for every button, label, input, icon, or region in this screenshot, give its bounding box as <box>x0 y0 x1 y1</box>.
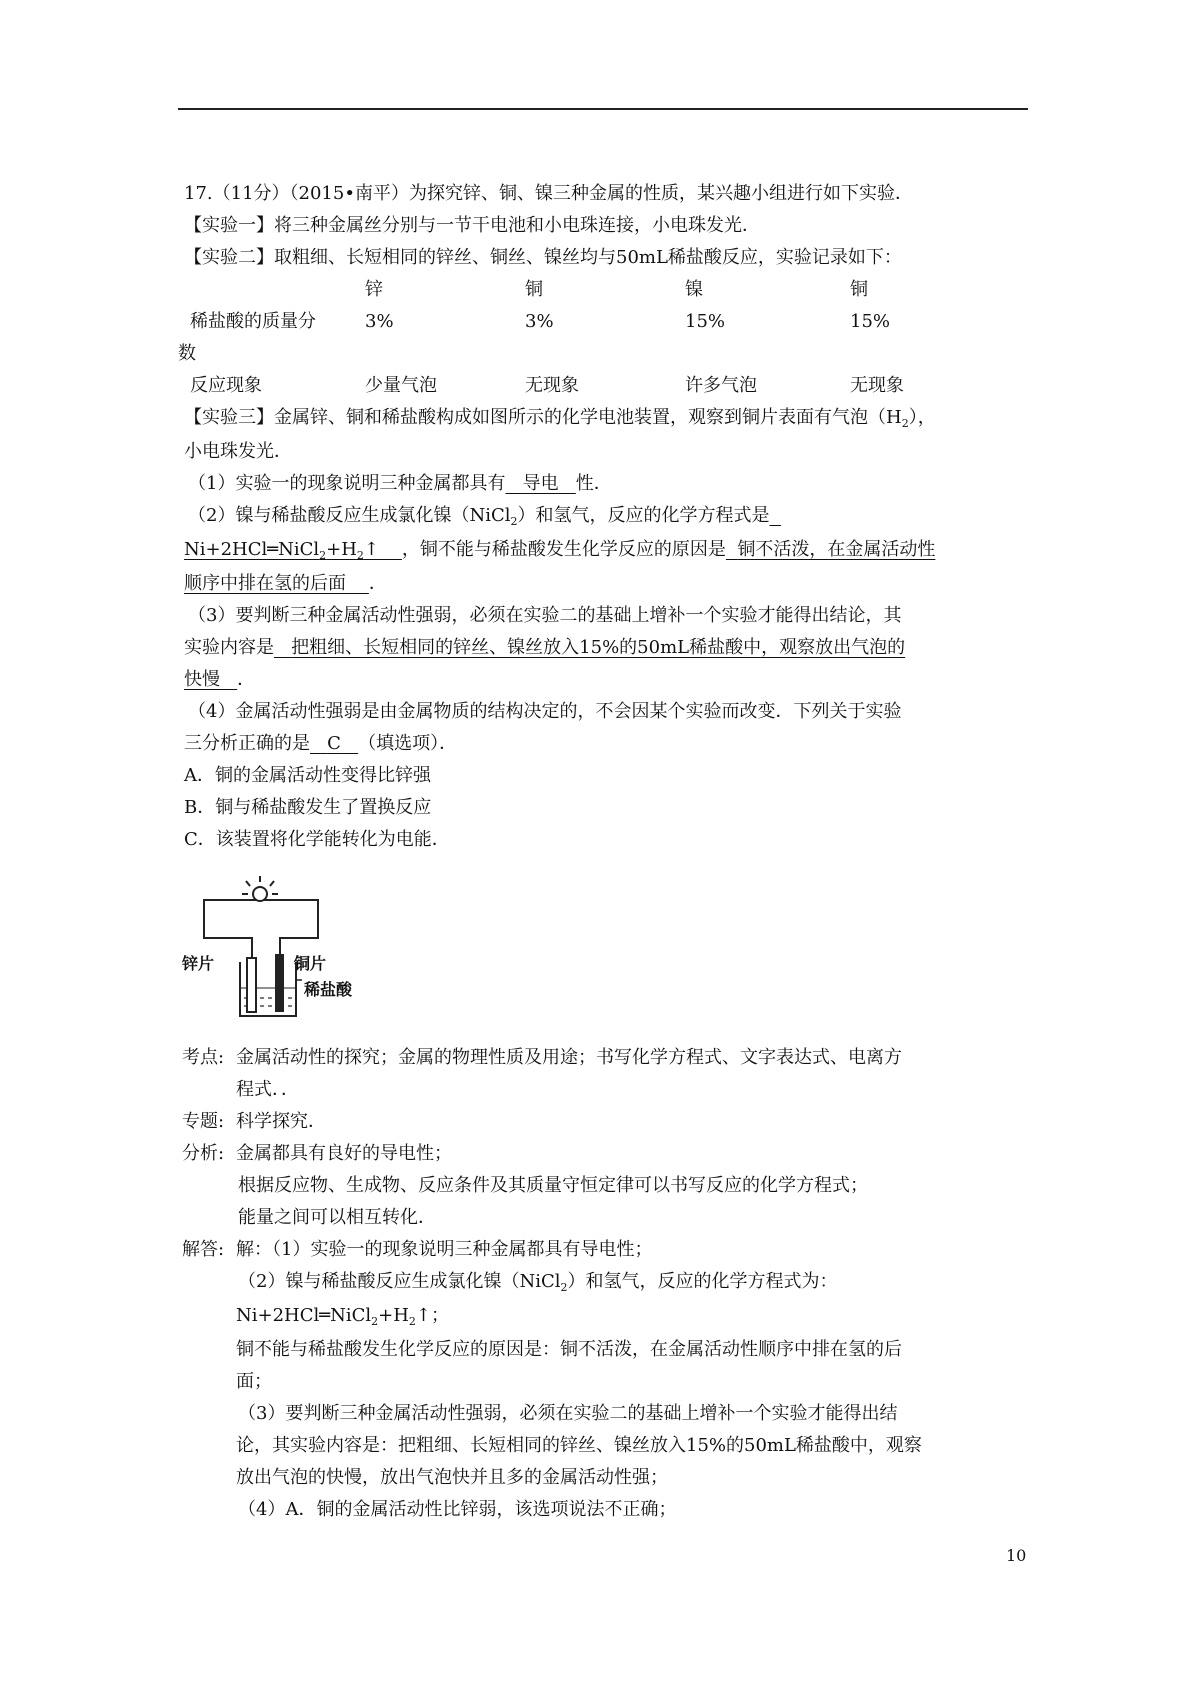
question-2: （2）镍与稀盐酸反应生成氯化镍（NiCl$_2$）和氢气，反应的化学方程式是 <box>188 505 770 528</box>
option-a: A．铜的金属活动性变得比锌强 <box>184 765 431 786</box>
table-row-label-continued: 数 <box>178 343 196 364</box>
header-rule <box>178 108 1028 110</box>
question-2-cont: 顺序中排在氢的后面 ． <box>184 573 387 594</box>
fenxi-section: 分析: 金属都具有良好的导电性； 根据反应物、生成物、反应条件及其质量守恒定律可以书写反应的化学方程式； 能量之间可以相互转化． <box>182 1143 868 1228</box>
table-cell: 少量气泡 <box>365 375 437 396</box>
question-header: 17.（11分）（2015•南平）为探究锌、铜、镍三种金属的性质，某兴趣小组进行如下实验． <box>184 183 913 204</box>
label-acid: 稀盐酸 <box>304 980 353 999</box>
table-row-label: 稀盐酸的质量分 <box>190 311 316 332</box>
question-3-cont: 实验内容是 把粗细、长短相同的锌丝、镍丝放入15%的50mL稀盐酸中，观察放出气泡的 <box>184 637 906 658</box>
copper-plate <box>275 954 284 1012</box>
option-c: C．该装置将化学能转化为电能． <box>184 829 450 850</box>
table-row-label: 反应现象 <box>190 375 262 396</box>
experiment-3-cont: 小电珠发光． <box>184 441 292 462</box>
table-header-cell: 铜 <box>850 279 868 300</box>
table-row <box>190 370 970 402</box>
question-content <box>178 178 1044 1526</box>
jieda-section: 解答: 解：（1）实验一的现象说明三种金属都具有导电性； （2）镍与稀盐酸反应生成氯化镍（NiCl$_2$）和氢气，反应的化学方程式为： $Ni+2HCl═NiCl_2+H_2↑$； 铜不能与稀盐酸发生化学反应的原因是：铜不活泼，在金属活动性顺序中排在氢的后 面； （3）要判断三种金属活动性强弱，必须在实验二的基础上增补一个实验才能得出结 论，其实验内容是：把粗细、长短相同的锌丝、镍丝放入15%的50mL稀盐酸中，观察 放出气泡的快慢，放出气泡快并且多的金属活动性强； （4）A．铜的金属活动性比锌弱，该选项说法不正确； <box>182 1239 922 1520</box>
table-cell: 许多气泡 <box>685 375 757 396</box>
question-3-cont2: 快慢 ． <box>184 669 256 690</box>
page-number: 10 <box>1006 1546 1027 1565</box>
zhuanti-section: 专题: 科学探究． <box>182 1111 326 1132</box>
table-cell: 15% <box>685 311 726 332</box>
question-4-cont: 三分析正确的是 C （填选项）． <box>184 733 458 754</box>
table-cell: 3% <box>525 311 554 332</box>
question-1: （1）实验一的现象说明三种金属都具有 导电 性． <box>188 473 612 494</box>
battery-figure <box>184 870 384 1020</box>
answer-blank: 导电 <box>522 473 559 494</box>
experiment-3: 【实验三】金属锌、铜和稀盐酸构成如图所示的化学电池装置，观察到铜片表面有气泡$(H_2)$， <box>184 407 936 430</box>
experiment-2: 【实验二】取粗细、长短相同的锌丝、铜丝、镍丝均与50mL稀盐酸反应，实验记录如下： <box>184 247 902 268</box>
question-4: （4）金属活动性强弱是由金属物质的结构决定的，不会因某个实验而改变．下列关于实验 <box>188 701 902 722</box>
option-b: B．铜与稀盐酸发生了置换反应 <box>184 797 432 818</box>
table-header-cell: 镍 <box>685 279 703 300</box>
table-header-row <box>190 274 970 306</box>
experiment-1: 【实验一】将三种金属丝分别与一节干电池和小电珠连接，小电珠发光． <box>184 215 760 236</box>
answer-blank: $Ni+2HCl═NiCl_2+H_2↑$ <box>184 539 380 562</box>
table-row <box>190 306 970 338</box>
question-3: （3）要判断三种金属活动性强弱，必须在实验二的基础上增补一个实验才能得出结论，其 <box>188 605 902 626</box>
answer-blank: 把粗细、长短相同的锌丝、镍丝放入15%的50mL稀盐酸中，观察放出气泡的 <box>291 637 906 658</box>
kaodian-section: 考点: 金属活动性的探究；金属的物理性质及用途；书写化学方程式、文字表达式、电离方 程式．． <box>182 1047 902 1100</box>
circuit-diagram <box>184 870 384 1020</box>
answer-blank: C <box>327 733 341 754</box>
table-header-cell: 锌 <box>365 279 383 300</box>
table-cell: 15% <box>850 311 891 332</box>
table-cell: 3% <box>365 311 394 332</box>
table-header-cell: 铜 <box>525 279 543 300</box>
table-cell: 无现象 <box>850 375 904 396</box>
table-cell: 无现象 <box>525 375 579 396</box>
answer-blank: 铜不活泼，在金属活动性 <box>737 539 936 560</box>
bulb-icon <box>253 887 267 901</box>
label-zinc: 锌片 <box>182 954 215 973</box>
zinc-plate <box>247 958 256 1012</box>
question-2-equation: $Ni+2HCl═NiCl_2+H_2↑$ ，铜不能与稀盐酸发生化学反应的原因是 铜不活泼，在金属活动性 <box>184 539 936 562</box>
label-copper: 铜片 <box>294 954 327 973</box>
experiment-table-2 <box>190 370 970 402</box>
experiment-table <box>190 274 970 338</box>
